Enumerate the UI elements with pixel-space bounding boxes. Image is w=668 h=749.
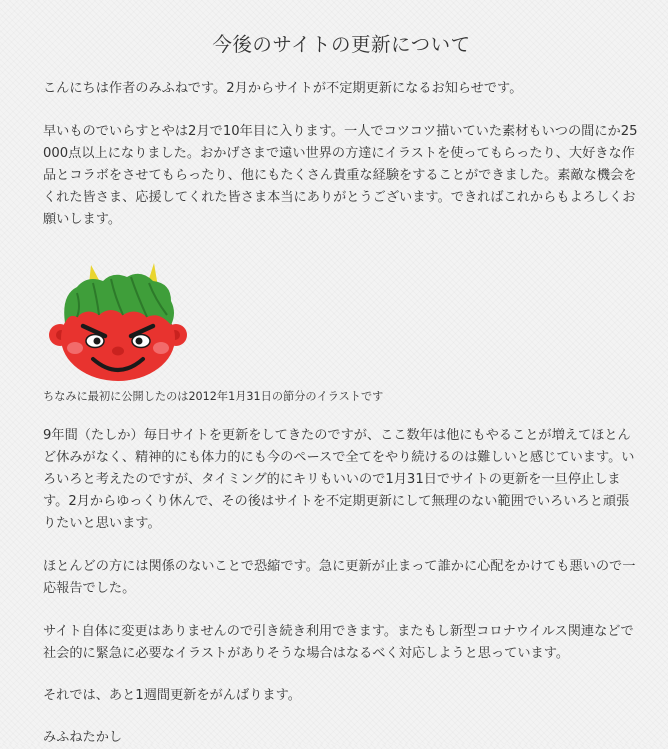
paragraph-closing: それでは、あと1週間更新をがんばります。 [43, 688, 301, 703]
post-title: 今後のサイトの更新について [212, 33, 471, 56]
intro-paragraph: こんにちは作者のみふねです。2月からサイトが不定期更新になるお知らせです。 [43, 81, 523, 96]
oni-illustration [43, 253, 193, 381]
paragraph-anniversary: 早いものでいらすとやは2月で10年目に入ります。一人でコツコツ描いていた素材もいつの間にか25000点以上になりました。おかげさまで遠い世界の方達にイラストを使ってもらったり、大好きな作品とコラボをさせてもらったり、他にもたくさん貴重な経験をすることができました。素敵な機会をくれた皆さま、応援してくれた皆さま本当にありがとうございます。できればこれからもよろしくお願いします。 [43, 124, 638, 227]
figure-caption: ちなみに最初に公開したのは2012年1月31日の節分のイラストです [43, 390, 384, 403]
signature: みふねたかし [43, 730, 123, 745]
paragraph-apology: ほとんどの方には関係のないことで恐縮です。急に更新が止まって誰かに心配をかけても悪いので一応報告でした。 [43, 559, 636, 596]
red-oni-icon [47, 253, 189, 381]
paragraph-announcement: 9年間（たしか）毎日サイトを更新をしてきたのですが、ここ数年は他にもやることが増えてほとんど休みがなく、精神的にも体力的にも今のペースで全てをやり続けるのは難しいと感じています。いろいろと考えたのですが、タイミング的にキリもいいので1月31日でサイトの更新を一旦停止します。2月からゆっくり休んで、その後はサイトを不定期更新にして無理のない範囲でいろいろと頑張りたいと思います。 [43, 428, 635, 531]
paragraph-usage: サイト自体に変更はありませんので引き続き利用できます。またもし新型コロナウイルス関連などで社会的に緊急に必要なイラストがありそうな場合はなるべく対応しようと思っています。 [43, 624, 634, 661]
